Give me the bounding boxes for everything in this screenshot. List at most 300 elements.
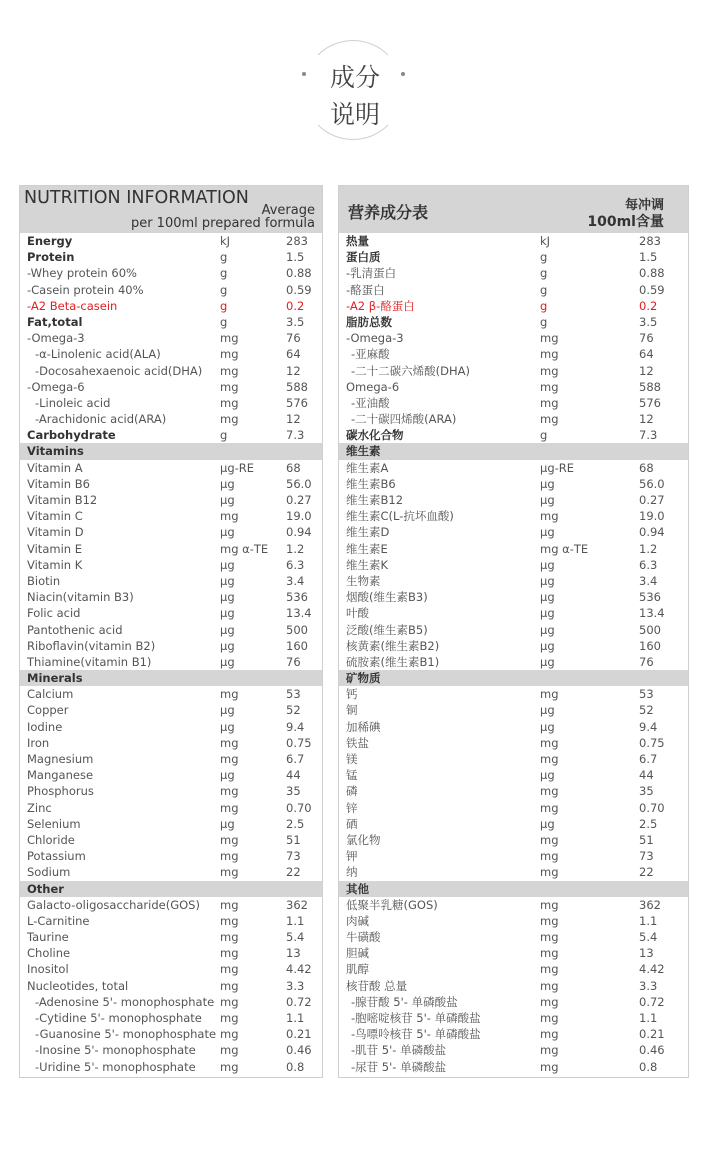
value: 51 <box>639 832 654 847</box>
table-row <box>339 848 688 864</box>
unit: kJ <box>220 234 231 248</box>
nutrient-name: Energy <box>27 234 73 248</box>
nutrient-name: 叶酸 <box>346 606 369 621</box>
unit: μg <box>220 606 235 621</box>
table-row <box>20 346 322 362</box>
nutrient-name: -Omega-6 <box>27 379 85 394</box>
value: 76 <box>286 654 301 669</box>
table-row <box>339 735 688 751</box>
unit: mg <box>220 800 239 815</box>
value: 1.5 <box>639 250 658 265</box>
nutrient-name: Folic acid <box>27 606 81 621</box>
unit: mg <box>540 395 559 410</box>
unit: mg <box>220 832 239 847</box>
unit: mg <box>540 962 559 977</box>
table-row <box>339 541 688 557</box>
value: 0.94 <box>639 525 665 540</box>
unit: μg-RE <box>540 460 575 475</box>
value: 160 <box>639 638 661 653</box>
unit: mg <box>220 897 239 912</box>
table-row <box>20 282 322 298</box>
nutrient-name: L-Carnitine <box>27 913 90 928</box>
value: 0.75 <box>639 735 665 750</box>
table-header <box>20 186 322 233</box>
unit: mg <box>540 832 559 847</box>
value: 76 <box>639 331 654 346</box>
nutrient-name: Phosphorus <box>27 784 94 799</box>
value: 3.4 <box>639 573 658 588</box>
unit: mg <box>220 1043 239 1058</box>
nutrient-name: 维生素K <box>346 557 389 572</box>
unit: kJ <box>540 234 551 248</box>
unit: μg <box>220 476 235 491</box>
table-row <box>20 783 322 799</box>
value: 12 <box>286 412 301 427</box>
value: 64 <box>286 347 301 362</box>
table-subtitle-basis: per 100ml prepared formula <box>130 216 315 231</box>
unit: mg <box>540 331 559 346</box>
unit: mg <box>540 994 559 1009</box>
value: 0.88 <box>286 266 312 281</box>
section-header-row <box>339 670 688 686</box>
table-subtitle-per-serving: 每冲调 <box>624 198 664 213</box>
unit: μg-RE <box>220 460 255 475</box>
unit: mg <box>540 978 559 993</box>
unit: mg <box>220 687 239 702</box>
nutrient-name: -乳清蛋白 <box>346 266 397 281</box>
value: 1.1 <box>639 1011 658 1025</box>
unit: mg <box>540 363 559 378</box>
unit: mg <box>540 1059 559 1074</box>
value: 160 <box>286 638 308 653</box>
table-row <box>20 265 322 281</box>
table-row <box>20 767 322 783</box>
unit: mg <box>220 1059 239 1074</box>
value: 7.3 <box>286 428 305 443</box>
nutrient-name: -Arachidonic acid(ARA) <box>35 412 167 427</box>
value: 6.3 <box>286 557 305 572</box>
table-row <box>339 1042 688 1058</box>
value: 0.2 <box>639 298 658 313</box>
unit: μg <box>540 590 555 605</box>
unit: mg <box>540 784 559 799</box>
nutrient-name: 磷 <box>346 784 358 799</box>
value: 283 <box>286 234 308 248</box>
nutrient-name: 维生素B6 <box>346 476 396 491</box>
unit: mg <box>220 1011 239 1025</box>
table-row <box>20 314 322 330</box>
value: 5.4 <box>286 930 305 945</box>
unit: μg <box>540 638 555 653</box>
value: 53 <box>639 687 654 702</box>
nutrient-name: Niacin(vitamin B3) <box>27 590 134 605</box>
nutrient-name: 锌 <box>346 800 358 815</box>
unit: mg <box>220 930 239 945</box>
table-row <box>20 864 322 880</box>
value: 0.72 <box>639 994 665 1009</box>
nutrient-name: 泛酸(维生素B5) <box>346 622 428 637</box>
nutrient-name: Vitamin C <box>27 509 83 524</box>
heading-line-1: 成分 <box>329 63 380 92</box>
nutrient-name: 钾 <box>346 849 358 864</box>
nutrient-name: -α-Linolenic acid(ALA) <box>35 347 161 362</box>
value: 52 <box>639 703 654 718</box>
unit: μg <box>540 493 555 507</box>
value: 0.21 <box>639 1027 665 1042</box>
unit: mg <box>220 978 239 993</box>
table-row <box>339 767 688 783</box>
nutrient-name: Vitamin A <box>27 460 83 475</box>
unit: μg <box>540 768 555 783</box>
nutrient-name: 硫胺素(维生素B1) <box>346 654 440 669</box>
table-row <box>339 929 688 945</box>
unit: g <box>540 282 548 297</box>
nutrient-name: Nucleotides, total <box>27 978 129 993</box>
table-row <box>20 411 322 427</box>
table-row <box>20 298 322 314</box>
table-row <box>20 622 322 638</box>
table-row <box>20 508 322 524</box>
unit: μg <box>540 703 555 718</box>
nutrient-name: Omega-6 <box>346 379 400 394</box>
table-row <box>20 379 322 395</box>
unit: mg <box>540 930 559 945</box>
table-row <box>20 524 322 540</box>
table-row <box>339 314 688 330</box>
nutrient-name: Zinc <box>27 800 52 815</box>
unit: mg <box>220 865 239 880</box>
table-row <box>339 573 688 589</box>
table-row <box>20 638 322 654</box>
nutrient-name: 铁盐 <box>346 735 369 750</box>
value: 7.3 <box>639 428 658 443</box>
table-row <box>339 508 688 524</box>
unit: mg <box>540 800 559 815</box>
table-row <box>20 605 322 621</box>
nutrient-name: -二十碳四烯酸(ARA) <box>351 412 457 427</box>
nutrient-name: 维生素 <box>346 444 381 459</box>
unit: mg <box>540 735 559 750</box>
value: 0.8 <box>639 1059 658 1074</box>
nutrient-name: -腺苷酸 5'- 单磷酸盐 <box>351 994 458 1009</box>
value: 536 <box>286 590 308 605</box>
value: 0.88 <box>639 266 665 281</box>
nutrient-name: -胞嘧啶核苷 5'- 单磷酸盐 <box>351 1011 481 1025</box>
table-row <box>339 411 688 427</box>
value: 0.59 <box>639 282 665 297</box>
nutrient-name: Riboflavin(vitamin B2) <box>27 638 156 653</box>
nutrient-name: 牛磺酸 <box>346 930 381 945</box>
nutrient-name: -二十二碳六烯酸(DHA) <box>351 363 470 378</box>
value: 0.21 <box>286 1027 312 1042</box>
table-row <box>339 945 688 961</box>
unit: mg <box>540 412 559 427</box>
value: 0.70 <box>639 800 665 815</box>
nutrient-name: -鸟嘌呤核苷 5'- 单磷酸盐 <box>351 1027 481 1042</box>
table-row <box>20 832 322 848</box>
nutrient-name: 纳 <box>346 865 358 880</box>
table-row <box>20 735 322 751</box>
table-row <box>339 395 688 411</box>
value: 64 <box>639 347 654 362</box>
value: 0.46 <box>286 1043 312 1058</box>
unit: mg <box>540 913 559 928</box>
nutrient-name: Iron <box>27 735 50 750</box>
table-row <box>339 994 688 1010</box>
unit: mg <box>540 509 559 524</box>
unit: μg <box>540 622 555 637</box>
value: 283 <box>639 234 661 248</box>
table-row <box>339 346 688 362</box>
nutrient-name: -A2 β-酪蛋白 <box>346 298 415 313</box>
section-header-row <box>339 443 688 459</box>
nutrient-name: Manganese <box>27 768 94 783</box>
value: 12 <box>639 363 654 378</box>
nutrient-name: Galacto-oligosaccharide(GOS) <box>27 897 200 912</box>
value: 1.1 <box>639 913 658 928</box>
table-row <box>20 460 322 476</box>
nutrient-name: 核黄素(维生素B2) <box>346 638 440 653</box>
value: 576 <box>286 395 308 410</box>
nutrient-name: Minerals <box>27 671 83 686</box>
value: 13 <box>286 946 301 961</box>
value: 362 <box>286 897 308 912</box>
section-header-row <box>339 881 688 897</box>
table-rows <box>339 233 688 1075</box>
value: 1.1 <box>286 913 305 928</box>
unit: mg <box>220 849 239 864</box>
nutrient-name: -亚麻酸 <box>351 347 390 362</box>
value: 3.4 <box>286 573 305 588</box>
nutrient-name: Copper <box>27 703 69 718</box>
nutrient-name: 维生素B12 <box>346 493 404 507</box>
value: 9.4 <box>286 719 305 734</box>
table-row <box>20 557 322 573</box>
value: 4.42 <box>639 962 665 977</box>
table-row <box>20 233 322 249</box>
nutrient-name: -亚油酸 <box>351 395 390 410</box>
unit: g <box>220 266 228 281</box>
nutrient-name: Calcium <box>27 687 74 702</box>
unit: μg <box>540 557 555 572</box>
unit: mg <box>540 1011 559 1025</box>
table-row <box>20 719 322 735</box>
unit: g <box>220 428 228 443</box>
unit: μg <box>540 573 555 588</box>
value: 44 <box>286 768 301 783</box>
table-row <box>339 557 688 573</box>
table-row <box>20 654 322 670</box>
value: 68 <box>639 460 654 475</box>
nutrient-name: -Omega-3 <box>27 331 85 346</box>
unit: mg <box>540 946 559 961</box>
unit: g <box>540 250 548 265</box>
nutrient-name: Vitamin B6 <box>27 476 90 491</box>
nutrient-name: Inositol <box>27 962 69 977</box>
nutrient-name: -Casein protein 40% <box>27 282 144 297</box>
table-row <box>339 800 688 816</box>
value: 0.27 <box>286 493 312 507</box>
table-row <box>339 961 688 977</box>
unit: μg <box>220 719 235 734</box>
value: 19.0 <box>286 509 312 524</box>
table-header <box>339 186 688 233</box>
nutrient-name: Iodine <box>27 719 63 734</box>
value: 500 <box>639 622 661 637</box>
value: 22 <box>639 865 654 880</box>
table-row <box>339 719 688 735</box>
value: 73 <box>639 849 654 864</box>
value: 44 <box>639 768 654 783</box>
value: 0.27 <box>639 493 665 507</box>
unit: mg <box>220 784 239 799</box>
table-row <box>339 638 688 654</box>
table-row <box>339 816 688 832</box>
value: 5.4 <box>639 930 658 945</box>
nutrient-name: Potassium <box>27 849 86 864</box>
value: 6.3 <box>639 557 658 572</box>
value: 3.5 <box>286 314 305 329</box>
unit: mg <box>220 994 239 1009</box>
unit: g <box>220 282 228 297</box>
table-row <box>339 363 688 379</box>
nutrient-name: 烟酸(维生素B3) <box>346 590 428 605</box>
nutrition-table-english <box>19 185 323 1078</box>
nutrient-name: 热量 <box>346 234 369 248</box>
table-row <box>20 961 322 977</box>
value: 0.94 <box>286 525 312 540</box>
table-row <box>339 249 688 265</box>
nutrient-name: 氯化物 <box>346 832 381 847</box>
table-row <box>339 476 688 492</box>
nutrient-name: 其他 <box>346 881 369 896</box>
table-row <box>20 800 322 816</box>
nutrient-name: Vitamin K <box>27 557 83 572</box>
nutrient-name: 脂肪总数 <box>346 314 392 329</box>
unit: μg <box>220 654 235 669</box>
table-row <box>20 492 322 508</box>
table-row <box>20 686 322 702</box>
value: 68 <box>286 460 301 475</box>
table-row <box>339 492 688 508</box>
unit: μg <box>220 590 235 605</box>
unit: g <box>540 266 548 281</box>
value: 6.7 <box>639 752 658 766</box>
table-row <box>339 783 688 799</box>
table-row <box>20 994 322 1010</box>
table-row <box>339 524 688 540</box>
value: 76 <box>286 331 301 346</box>
unit: mg <box>220 946 239 961</box>
unit: μg <box>540 816 555 831</box>
value: 73 <box>286 849 301 864</box>
nutrient-name: 硒 <box>346 816 358 831</box>
table-row <box>20 1042 322 1058</box>
value: 13.4 <box>286 606 312 621</box>
table-row <box>20 249 322 265</box>
table-row <box>20 395 322 411</box>
unit: μg <box>220 638 235 653</box>
value: 35 <box>286 784 301 799</box>
nutrient-name: Chloride <box>27 832 75 847</box>
value: 1.2 <box>286 541 305 556</box>
value: 2.5 <box>286 816 305 831</box>
table-row <box>20 848 322 864</box>
value: 588 <box>639 379 661 394</box>
value: 588 <box>286 379 308 394</box>
table-row <box>339 622 688 638</box>
table-row <box>339 265 688 281</box>
unit: mg <box>540 1027 559 1042</box>
unit: mg <box>540 379 559 394</box>
nutrient-name: 核苷酸 总量 <box>346 978 408 993</box>
unit: g <box>540 298 548 313</box>
unit: mg <box>220 913 239 928</box>
unit: μg <box>220 703 235 718</box>
nutrient-name: -Adenosine 5'- monophosphate <box>35 994 215 1009</box>
unit: mg <box>540 347 559 362</box>
table-row <box>339 605 688 621</box>
unit: mg <box>220 363 239 378</box>
table-row <box>20 913 322 929</box>
nutrient-name: Biotin <box>27 573 61 588</box>
table-row <box>339 978 688 994</box>
value: 3.3 <box>639 978 658 993</box>
value: 576 <box>639 395 661 410</box>
value: 12 <box>286 363 301 378</box>
unit: mg <box>540 897 559 912</box>
unit: μg <box>540 719 555 734</box>
unit: mg <box>220 379 239 394</box>
nutrient-name: 维生素E <box>346 541 388 556</box>
nutrient-name: Vitamin B12 <box>27 493 98 507</box>
unit: μg <box>540 476 555 491</box>
unit: mg <box>540 849 559 864</box>
nutrient-name: -酪蛋白 <box>346 282 385 297</box>
unit: μg <box>540 606 555 621</box>
value: 0.2 <box>286 298 305 313</box>
nutrient-name: 生物素 <box>346 573 381 588</box>
table-title: NUTRITION INFORMATION <box>24 188 249 208</box>
table-row <box>20 1026 322 1042</box>
table-row <box>20 427 322 443</box>
nutrient-name: Carbohydrate <box>27 428 116 443</box>
unit: mg α-TE <box>540 541 589 556</box>
nutrient-name: Vitamin E <box>27 541 82 556</box>
value: 13.4 <box>639 606 665 621</box>
unit: mg <box>220 347 239 362</box>
nutrition-table-chinese <box>338 185 689 1078</box>
unit: μg <box>220 816 235 831</box>
nutrient-name: Selenium <box>27 816 81 831</box>
value: 0.46 <box>639 1043 665 1058</box>
nutrient-name: 加稀碘 <box>346 719 381 734</box>
table-row <box>20 1010 322 1026</box>
nutrient-name: Taurine <box>27 930 69 945</box>
table-row <box>339 233 688 249</box>
table-row <box>20 929 322 945</box>
unit: mg <box>220 962 239 977</box>
unit: mg <box>220 412 239 427</box>
value: 76 <box>639 654 654 669</box>
nutrient-name: Vitamins <box>27 444 84 459</box>
value: 0.59 <box>286 282 312 297</box>
value: 56.0 <box>639 476 665 491</box>
table-row <box>20 541 322 557</box>
nutrient-name: Thiamine(vitamin B1) <box>27 654 152 669</box>
nutrient-name: 低聚半乳糖(GOS) <box>346 897 438 912</box>
table-row <box>339 1059 688 1075</box>
